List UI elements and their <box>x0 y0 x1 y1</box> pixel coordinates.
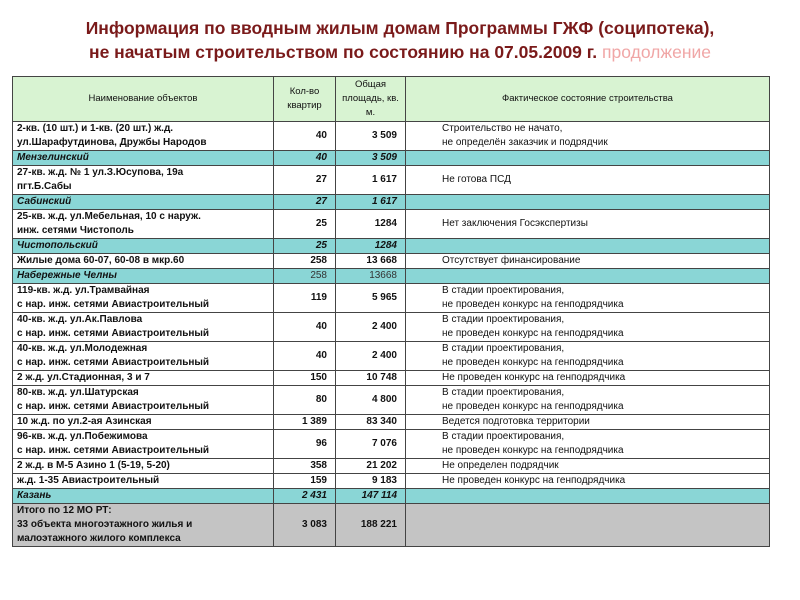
cell-status: В стадии проектирования, не проведен конкурс на генподрядчика <box>406 313 770 342</box>
header-qty: Кол-во квартир <box>274 77 336 122</box>
cell-area: 1284 <box>336 210 406 239</box>
cell-name: ж.д. 1-35 Авиастроительный <box>13 474 274 489</box>
cell-name: 25-кв. ж.д. ул.Мебельная, 10 с наруж. инж. сетями Чистополь <box>13 210 274 239</box>
cell-qty: 258 <box>274 254 336 269</box>
table-row <box>13 284 770 313</box>
cell-status: Не готова ПСД <box>406 166 770 195</box>
cell-area: 13668 <box>336 269 406 284</box>
cell-area: 10 748 <box>336 371 406 386</box>
cell-status: Ведется подготовка территории <box>406 415 770 430</box>
cell-area: 188 221 <box>336 504 406 547</box>
cell-qty: 150 <box>274 371 336 386</box>
cell-name: 2-кв. (10 шт.) и 1-кв. (20 шт.) ж.д. ул.Шарафутдинова, Дружбы Народов <box>13 122 274 151</box>
subtotal-row <box>13 151 770 166</box>
table-row <box>13 254 770 269</box>
cell-status: В стадии проектирования, не проведен конкурс на генподрядчика <box>406 386 770 415</box>
table-row <box>13 386 770 415</box>
table-row <box>13 313 770 342</box>
page-title <box>0 16 800 64</box>
cell-area: 147 114 <box>336 489 406 504</box>
cell-qty: 358 <box>274 459 336 474</box>
cell-qty: 119 <box>274 284 336 313</box>
cell-status: В стадии проектирования, не проведен конкурс на генподрядчика <box>406 430 770 459</box>
title-line-2: не начатым строительством по состоянию на 07.05.2009 г. продолжение <box>89 42 711 62</box>
cell-area: 3 509 <box>336 151 406 166</box>
cell-status: В стадии проектирования, не проведен конкурс на генподрядчика <box>406 284 770 313</box>
header-area: Общая площадь, кв. м. <box>336 77 406 122</box>
cell-qty: 40 <box>274 151 336 166</box>
cell-area: 1 617 <box>336 166 406 195</box>
cell-area: 13 668 <box>336 254 406 269</box>
cell-status: Нет заключения Госэкспертизы <box>406 210 770 239</box>
cell-name: Набережные Челны <box>13 269 274 284</box>
cell-qty: 40 <box>274 342 336 371</box>
cell-qty: 3 083 <box>274 504 336 547</box>
cell-name: Жилые дома 60-07, 60-08 в мкр.60 <box>13 254 274 269</box>
cell-name: 40-кв. ж.д. ул.Ак.Павлова с нар. инж. сетями Авиастроительный <box>13 313 274 342</box>
cell-qty: 27 <box>274 195 336 210</box>
subtotal-row <box>13 239 770 254</box>
cell-qty: 27 <box>274 166 336 195</box>
cell-name: 80-кв. ж.д. ул.Шатурская с нар. инж. сетями Авиастроительный <box>13 386 274 415</box>
cell-name: Мензелинский <box>13 151 274 166</box>
cell-status <box>406 239 770 254</box>
cell-qty: 40 <box>274 313 336 342</box>
cell-qty: 1 389 <box>274 415 336 430</box>
cell-qty: 258 <box>274 269 336 284</box>
cell-status <box>406 504 770 547</box>
table-row <box>13 415 770 430</box>
cell-area: 7 076 <box>336 430 406 459</box>
cell-name: 96-кв. ж.д. ул.Побежимова с нар. инж. сетями Авиастроительный <box>13 430 274 459</box>
total-row <box>13 504 770 547</box>
cell-name: 2 ж.д. ул.Стадионная, 3 и 7 <box>13 371 274 386</box>
table-row <box>13 122 770 151</box>
cell-area: 1284 <box>336 239 406 254</box>
cell-name: 27-кв. ж.д. № 1 ул.З.Юсупова, 19а пгт.Б.Сабы <box>13 166 274 195</box>
cell-status <box>406 195 770 210</box>
cell-status <box>406 489 770 504</box>
table-row <box>13 474 770 489</box>
cell-area: 9 183 <box>336 474 406 489</box>
cell-area: 5 965 <box>336 284 406 313</box>
housing-table <box>12 76 770 547</box>
cell-name: Чистопольский <box>13 239 274 254</box>
cell-area: 4 800 <box>336 386 406 415</box>
cell-area: 3 509 <box>336 122 406 151</box>
header-name: Наименование объектов <box>13 77 274 122</box>
cell-area: 83 340 <box>336 415 406 430</box>
cell-status: Не проведен конкурс на генподрядчика <box>406 474 770 489</box>
table-row <box>13 430 770 459</box>
cell-qty: 2 431 <box>274 489 336 504</box>
subtotal-row <box>13 269 770 284</box>
cell-qty: 25 <box>274 210 336 239</box>
cell-area: 21 202 <box>336 459 406 474</box>
table-row <box>13 342 770 371</box>
cell-status: В стадии проектирования, не проведен конкурс на генподрядчика <box>406 342 770 371</box>
cell-name: 119-кв. ж.д. ул.Трамвайная с нар. инж. сетями Авиастроительный <box>13 284 274 313</box>
header-status: Фактическое состояние строительства <box>406 77 770 122</box>
cell-name: Казань <box>13 489 274 504</box>
cell-qty: 80 <box>274 386 336 415</box>
table-header <box>13 77 770 122</box>
cell-name: Итого по 12 МО РТ: 33 объекта многоэтажного жилья и малоэтажного жилого комплекса <box>13 504 274 547</box>
table-row <box>13 210 770 239</box>
cell-qty: 25 <box>274 239 336 254</box>
cell-status: Не определен подрядчик <box>406 459 770 474</box>
cell-qty: 159 <box>274 474 336 489</box>
cell-area: 2 400 <box>336 313 406 342</box>
subtotal-row <box>13 195 770 210</box>
cell-qty: 96 <box>274 430 336 459</box>
cell-name: Сабинский <box>13 195 274 210</box>
cell-qty: 40 <box>274 122 336 151</box>
cell-status <box>406 269 770 284</box>
cell-status: Отсутствует финансирование <box>406 254 770 269</box>
cell-name: 40-кв. ж.д. ул.Молодежная с нар. инж. сетями Авиастроительный <box>13 342 274 371</box>
cell-status: Строительство не начато, не определён заказчик и подрядчик <box>406 122 770 151</box>
cell-area: 1 617 <box>336 195 406 210</box>
continuation-label: продолжение <box>602 42 711 62</box>
table-row <box>13 371 770 386</box>
cell-status: Не проведен конкурс на генподрядчика <box>406 371 770 386</box>
cell-status <box>406 151 770 166</box>
cell-name: 2 ж.д. в М-5 Азино 1 (5-19, 5-20) <box>13 459 274 474</box>
subtotal-row <box>13 489 770 504</box>
title-line-1: Информация по вводным жилым домам Программы ГЖФ (соципотека), <box>85 18 715 38</box>
table-row <box>13 166 770 195</box>
cell-name: 10 ж.д. по ул.2-ая Азинская <box>13 415 274 430</box>
cell-area: 2 400 <box>336 342 406 371</box>
table-row <box>13 459 770 474</box>
